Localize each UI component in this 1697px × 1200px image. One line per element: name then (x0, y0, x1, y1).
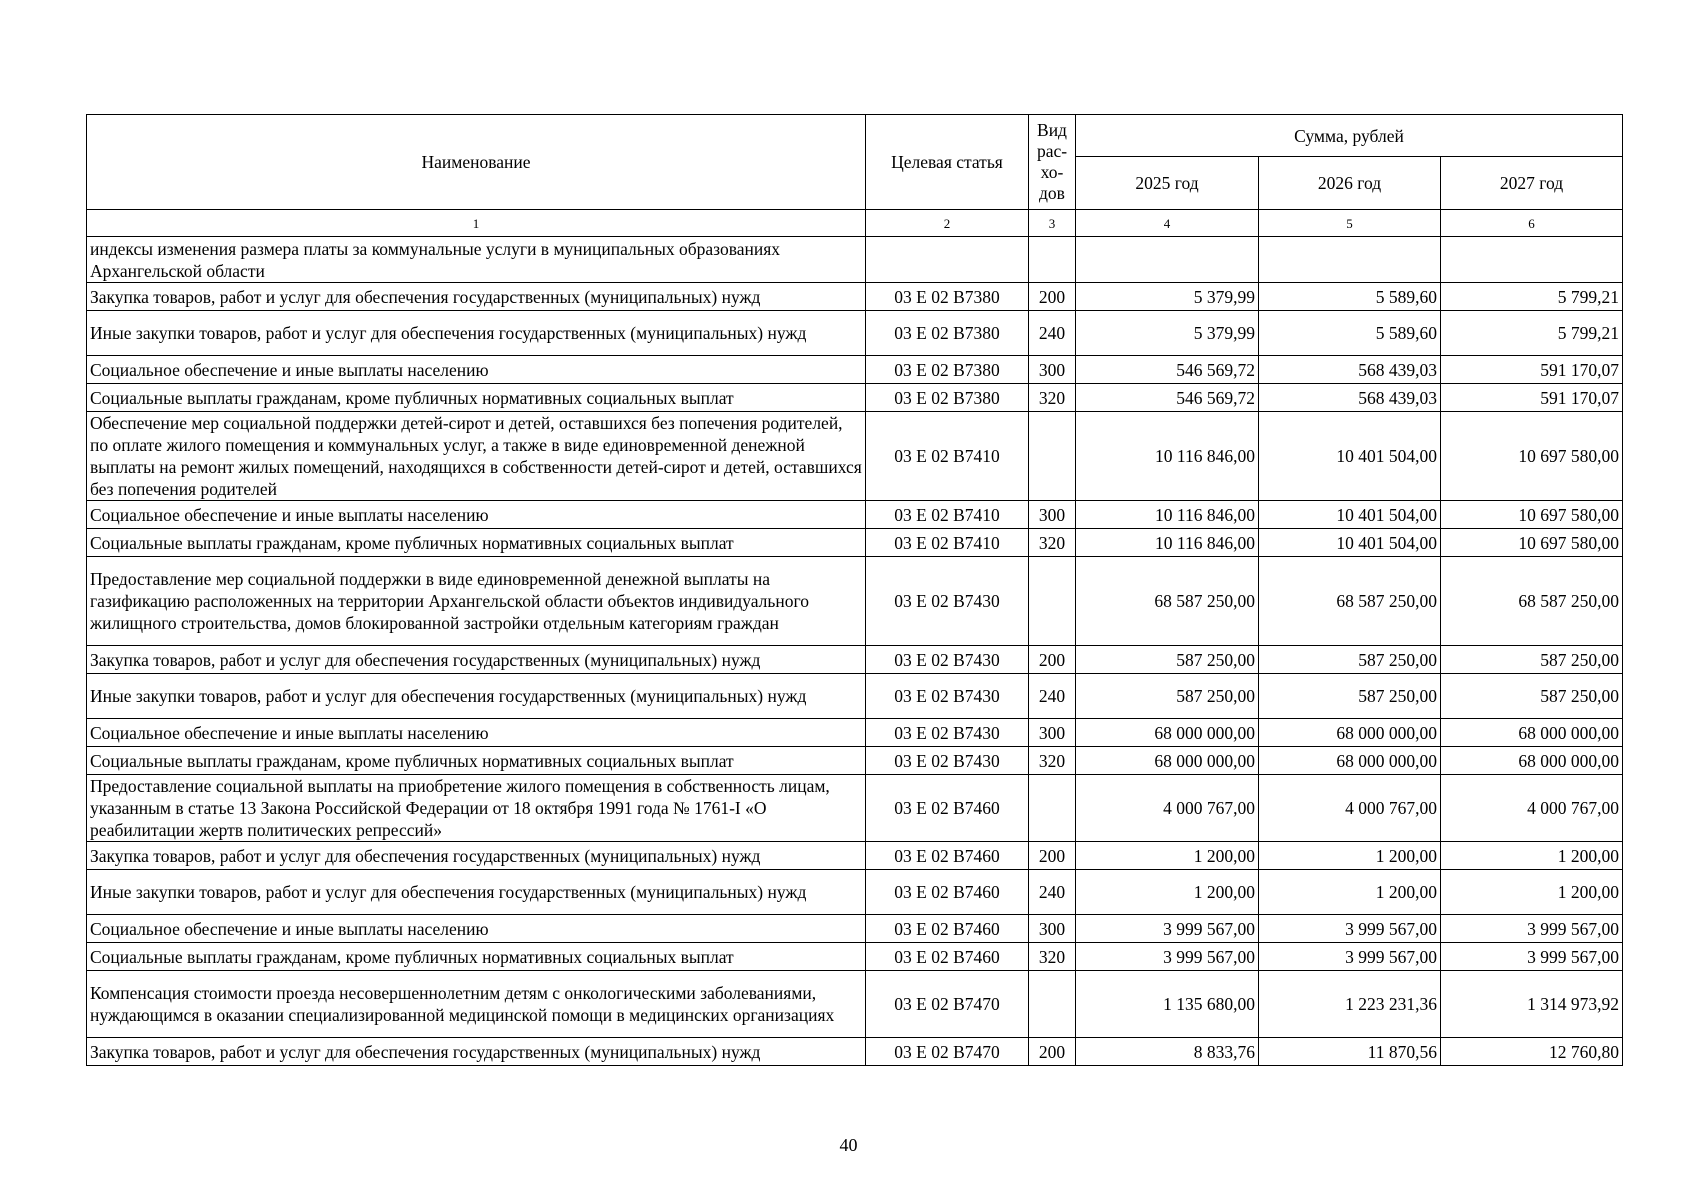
row-expense-type: 240 (1029, 674, 1076, 719)
row-amount-2026: 568 439,03 (1259, 384, 1441, 412)
table-row (87, 237, 1623, 283)
column-number: 6 (1441, 210, 1623, 237)
row-target-code: 03 Е 02 В7410 (866, 529, 1029, 557)
row-expense-type: 200 (1029, 1038, 1076, 1066)
table-row (87, 557, 1623, 646)
row-expense-type: 320 (1029, 529, 1076, 557)
row-amount-2027: 3 999 567,00 (1441, 915, 1623, 943)
row-target-code: 03 Е 02 В7470 (866, 1038, 1029, 1066)
column-number: 2 (866, 210, 1029, 237)
row-amount-2027: 68 000 000,00 (1441, 719, 1623, 747)
row-amount-2026: 568 439,03 (1259, 356, 1441, 384)
row-name: Закупка товаров, работ и услуг для обеспечения государственных (муниципальных) нужд (87, 283, 866, 311)
row-amount-2026: 5 589,60 (1259, 311, 1441, 356)
row-expense-type: 300 (1029, 356, 1076, 384)
row-name: Закупка товаров, работ и услуг для обеспечения государственных (муниципальных) нужд (87, 646, 866, 674)
row-amount-2026: 68 587 250,00 (1259, 557, 1441, 646)
row-expense-type (1029, 237, 1076, 283)
row-expense-type (1029, 412, 1076, 501)
row-target-code: 03 Е 02 В7410 (866, 501, 1029, 529)
row-amount-2025: 68 000 000,00 (1076, 747, 1259, 775)
row-expense-type: 300 (1029, 719, 1076, 747)
row-target-code: 03 Е 02 В7410 (866, 412, 1029, 501)
row-amount-2026: 1 200,00 (1259, 870, 1441, 915)
row-amount-2025: 587 250,00 (1076, 646, 1259, 674)
header-year-2026: 2026 год (1259, 157, 1441, 210)
row-amount-2027: 3 999 567,00 (1441, 943, 1623, 971)
row-target-code: 03 Е 02 В7430 (866, 747, 1029, 775)
header-vid (1029, 115, 1076, 210)
row-amount-2027: 591 170,07 (1441, 384, 1623, 412)
header-name: Наименование (87, 115, 866, 210)
row-amount-2025: 68 000 000,00 (1076, 719, 1259, 747)
table-row (87, 915, 1623, 943)
row-amount-2025: 3 999 567,00 (1076, 943, 1259, 971)
row-amount-2025: 4 000 767,00 (1076, 775, 1259, 842)
header-sum: Сумма, рублей (1076, 115, 1623, 157)
row-amount-2025: 587 250,00 (1076, 674, 1259, 719)
table-row (87, 971, 1623, 1038)
row-amount-2025: 3 999 567,00 (1076, 915, 1259, 943)
row-target-code: 03 Е 02 В7430 (866, 557, 1029, 646)
row-amount-2025: 10 116 846,00 (1076, 412, 1259, 501)
row-name: Социальное обеспечение и иные выплаты населению (87, 501, 866, 529)
row-amount-2026: 1 223 231,36 (1259, 971, 1441, 1038)
row-name: Социальные выплаты гражданам, кроме публичных нормативных социальных выплат (87, 747, 866, 775)
row-name: Социальные выплаты гражданам, кроме публичных нормативных социальных выплат (87, 384, 866, 412)
row-amount-2026: 587 250,00 (1259, 674, 1441, 719)
row-target-code: 03 Е 02 В7460 (866, 775, 1029, 842)
row-name: Обеспечение мер социальной поддержки детей-сирот и детей, оставшихся без попечения родителей, по оплате жилого помещения и коммунальных услуг, а также в виде единовременной денежной выплаты на ремонт жилых помещений, находящихся в собственности детей-сирот и детей, оставшихся без попечения родителей (87, 412, 866, 501)
row-name: Социальное обеспечение и иные выплаты населению (87, 719, 866, 747)
page-number: 40 (839, 1135, 858, 1155)
header-target: Целевая статья (866, 115, 1029, 210)
row-amount-2025: 10 116 846,00 (1076, 501, 1259, 529)
row-expense-type (1029, 971, 1076, 1038)
row-name: Социальное обеспечение и иные выплаты населению (87, 356, 866, 384)
row-name: Социальные выплаты гражданам, кроме публичных нормативных социальных выплат (87, 529, 866, 557)
row-amount-2027: 68 587 250,00 (1441, 557, 1623, 646)
row-amount-2027: 591 170,07 (1441, 356, 1623, 384)
table-row (87, 943, 1623, 971)
row-expense-type: 300 (1029, 501, 1076, 529)
header-vid-line: хо- (1040, 162, 1064, 182)
row-amount-2026: 5 589,60 (1259, 283, 1441, 311)
row-amount-2027: 587 250,00 (1441, 674, 1623, 719)
row-name: Закупка товаров, работ и услуг для обеспечения государственных (муниципальных) нужд (87, 842, 866, 870)
row-amount-2026: 68 000 000,00 (1259, 747, 1441, 775)
row-amount-2027: 1 200,00 (1441, 870, 1623, 915)
row-amount-2025: 5 379,99 (1076, 283, 1259, 311)
table-header (87, 115, 1623, 237)
row-expense-type: 200 (1029, 283, 1076, 311)
row-name: Иные закупки товаров, работ и услуг для обеспечения государственных (муниципальных) нужд (87, 870, 866, 915)
table-row (87, 1038, 1623, 1066)
table-row (87, 311, 1623, 356)
table-row (87, 529, 1623, 557)
table-row (87, 356, 1623, 384)
row-amount-2027: 10 697 580,00 (1441, 529, 1623, 557)
header-year-2025: 2025 год (1076, 157, 1259, 210)
row-name: Социальные выплаты гражданам, кроме публичных нормативных социальных выплат (87, 943, 866, 971)
row-name: Предоставление социальной выплаты на приобретение жилого помещения в собственность лицам, указанным в статье 13 Закона Российской Федерации от 18 октября 1991 года № 1761-I «О реабилитации жертв политических репрессий» (87, 775, 866, 842)
column-number: 4 (1076, 210, 1259, 237)
row-amount-2026: 587 250,00 (1259, 646, 1441, 674)
row-amount-2025: 8 833,76 (1076, 1038, 1259, 1066)
row-target-code: 03 Е 02 В7460 (866, 870, 1029, 915)
row-amount-2025: 10 116 846,00 (1076, 529, 1259, 557)
header-vid-line: Вид (1037, 120, 1067, 140)
row-expense-type: 200 (1029, 646, 1076, 674)
row-expense-type: 240 (1029, 870, 1076, 915)
row-amount-2027: 12 760,80 (1441, 1038, 1623, 1066)
table-row (87, 283, 1623, 311)
row-amount-2026: 4 000 767,00 (1259, 775, 1441, 842)
row-expense-type: 300 (1029, 915, 1076, 943)
column-number: 3 (1029, 210, 1076, 237)
row-amount-2027: 4 000 767,00 (1441, 775, 1623, 842)
row-amount-2026: 1 200,00 (1259, 842, 1441, 870)
table-row (87, 747, 1623, 775)
row-amount-2027: 5 799,21 (1441, 311, 1623, 356)
table-row (87, 646, 1623, 674)
row-name: индексы изменения размера платы за коммунальные услуги в муниципальных образованиях Архангельской области (87, 237, 866, 283)
row-target-code: 03 Е 02 В7460 (866, 915, 1029, 943)
row-name: Иные закупки товаров, работ и услуг для обеспечения государственных (муниципальных) нужд (87, 311, 866, 356)
row-amount-2027: 1 314 973,92 (1441, 971, 1623, 1038)
row-target-code: 03 Е 02 В7380 (866, 283, 1029, 311)
row-amount-2027: 1 200,00 (1441, 842, 1623, 870)
row-amount-2025: 1 200,00 (1076, 870, 1259, 915)
row-amount-2025 (1076, 237, 1259, 283)
column-number-row (87, 210, 1623, 237)
header-vid-line: дов (1039, 183, 1065, 203)
row-target-code: 03 Е 02 В7470 (866, 971, 1029, 1038)
row-target-code: 03 Е 02 В7430 (866, 719, 1029, 747)
row-amount-2027: 68 000 000,00 (1441, 747, 1623, 775)
row-expense-type: 320 (1029, 943, 1076, 971)
row-name: Закупка товаров, работ и услуг для обеспечения государственных (муниципальных) нужд (87, 1038, 866, 1066)
header-year-2027: 2027 год (1441, 157, 1623, 210)
row-name: Социальное обеспечение и иные выплаты населению (87, 915, 866, 943)
row-expense-type: 200 (1029, 842, 1076, 870)
table-row (87, 775, 1623, 842)
row-amount-2025: 5 379,99 (1076, 311, 1259, 356)
row-amount-2027: 10 697 580,00 (1441, 501, 1623, 529)
row-name: Компенсация стоимости проезда несовершеннолетним детям с онкологическими заболеваниями, нуждающимся в оказании специализированной медицинской помощи в медицинских организациях (87, 971, 866, 1038)
row-expense-type: 320 (1029, 747, 1076, 775)
row-expense-type (1029, 775, 1076, 842)
row-amount-2027: 10 697 580,00 (1441, 412, 1623, 501)
row-name: Иные закупки товаров, работ и услуг для обеспечения государственных (муниципальных) нужд (87, 674, 866, 719)
row-amount-2025: 1 200,00 (1076, 842, 1259, 870)
row-expense-type (1029, 557, 1076, 646)
row-amount-2026: 10 401 504,00 (1259, 412, 1441, 501)
row-expense-type: 240 (1029, 311, 1076, 356)
row-target-code: 03 Е 02 В7460 (866, 943, 1029, 971)
row-amount-2026 (1259, 237, 1441, 283)
row-target-code (866, 237, 1029, 283)
table-row (87, 870, 1623, 915)
table-row (87, 384, 1623, 412)
row-amount-2025: 1 135 680,00 (1076, 971, 1259, 1038)
row-amount-2025: 546 569,72 (1076, 356, 1259, 384)
column-number: 5 (1259, 210, 1441, 237)
table-row (87, 674, 1623, 719)
row-expense-type: 320 (1029, 384, 1076, 412)
row-amount-2027 (1441, 237, 1623, 283)
header-vid-line: рас- (1036, 141, 1068, 161)
budget-table (86, 114, 1623, 1066)
column-number: 1 (87, 210, 866, 237)
row-target-code: 03 Е 02 В7430 (866, 674, 1029, 719)
row-name: Предоставление мер социальной поддержки в виде единовременной денежной выплаты на газификацию расположенных на территории Архангельской области объектов индивидуального жилищного строительства, домов блокированной застройки отдельным категориям граждан (87, 557, 866, 646)
table-row (87, 412, 1623, 501)
row-amount-2027: 587 250,00 (1441, 646, 1623, 674)
table-body (87, 237, 1623, 1066)
row-amount-2026: 3 999 567,00 (1259, 943, 1441, 971)
row-target-code: 03 Е 02 В7380 (866, 384, 1029, 412)
row-amount-2026: 11 870,56 (1259, 1038, 1441, 1066)
row-target-code: 03 Е 02 В7460 (866, 842, 1029, 870)
row-target-code: 03 Е 02 В7430 (866, 646, 1029, 674)
table-row (87, 719, 1623, 747)
table-row (87, 842, 1623, 870)
row-amount-2026: 10 401 504,00 (1259, 529, 1441, 557)
table-row (87, 501, 1623, 529)
row-amount-2026: 68 000 000,00 (1259, 719, 1441, 747)
row-target-code: 03 Е 02 В7380 (866, 311, 1029, 356)
row-amount-2026: 10 401 504,00 (1259, 501, 1441, 529)
row-target-code: 03 Е 02 В7380 (866, 356, 1029, 384)
row-amount-2027: 5 799,21 (1441, 283, 1623, 311)
row-amount-2026: 3 999 567,00 (1259, 915, 1441, 943)
row-amount-2025: 546 569,72 (1076, 384, 1259, 412)
row-amount-2025: 68 587 250,00 (1076, 557, 1259, 646)
